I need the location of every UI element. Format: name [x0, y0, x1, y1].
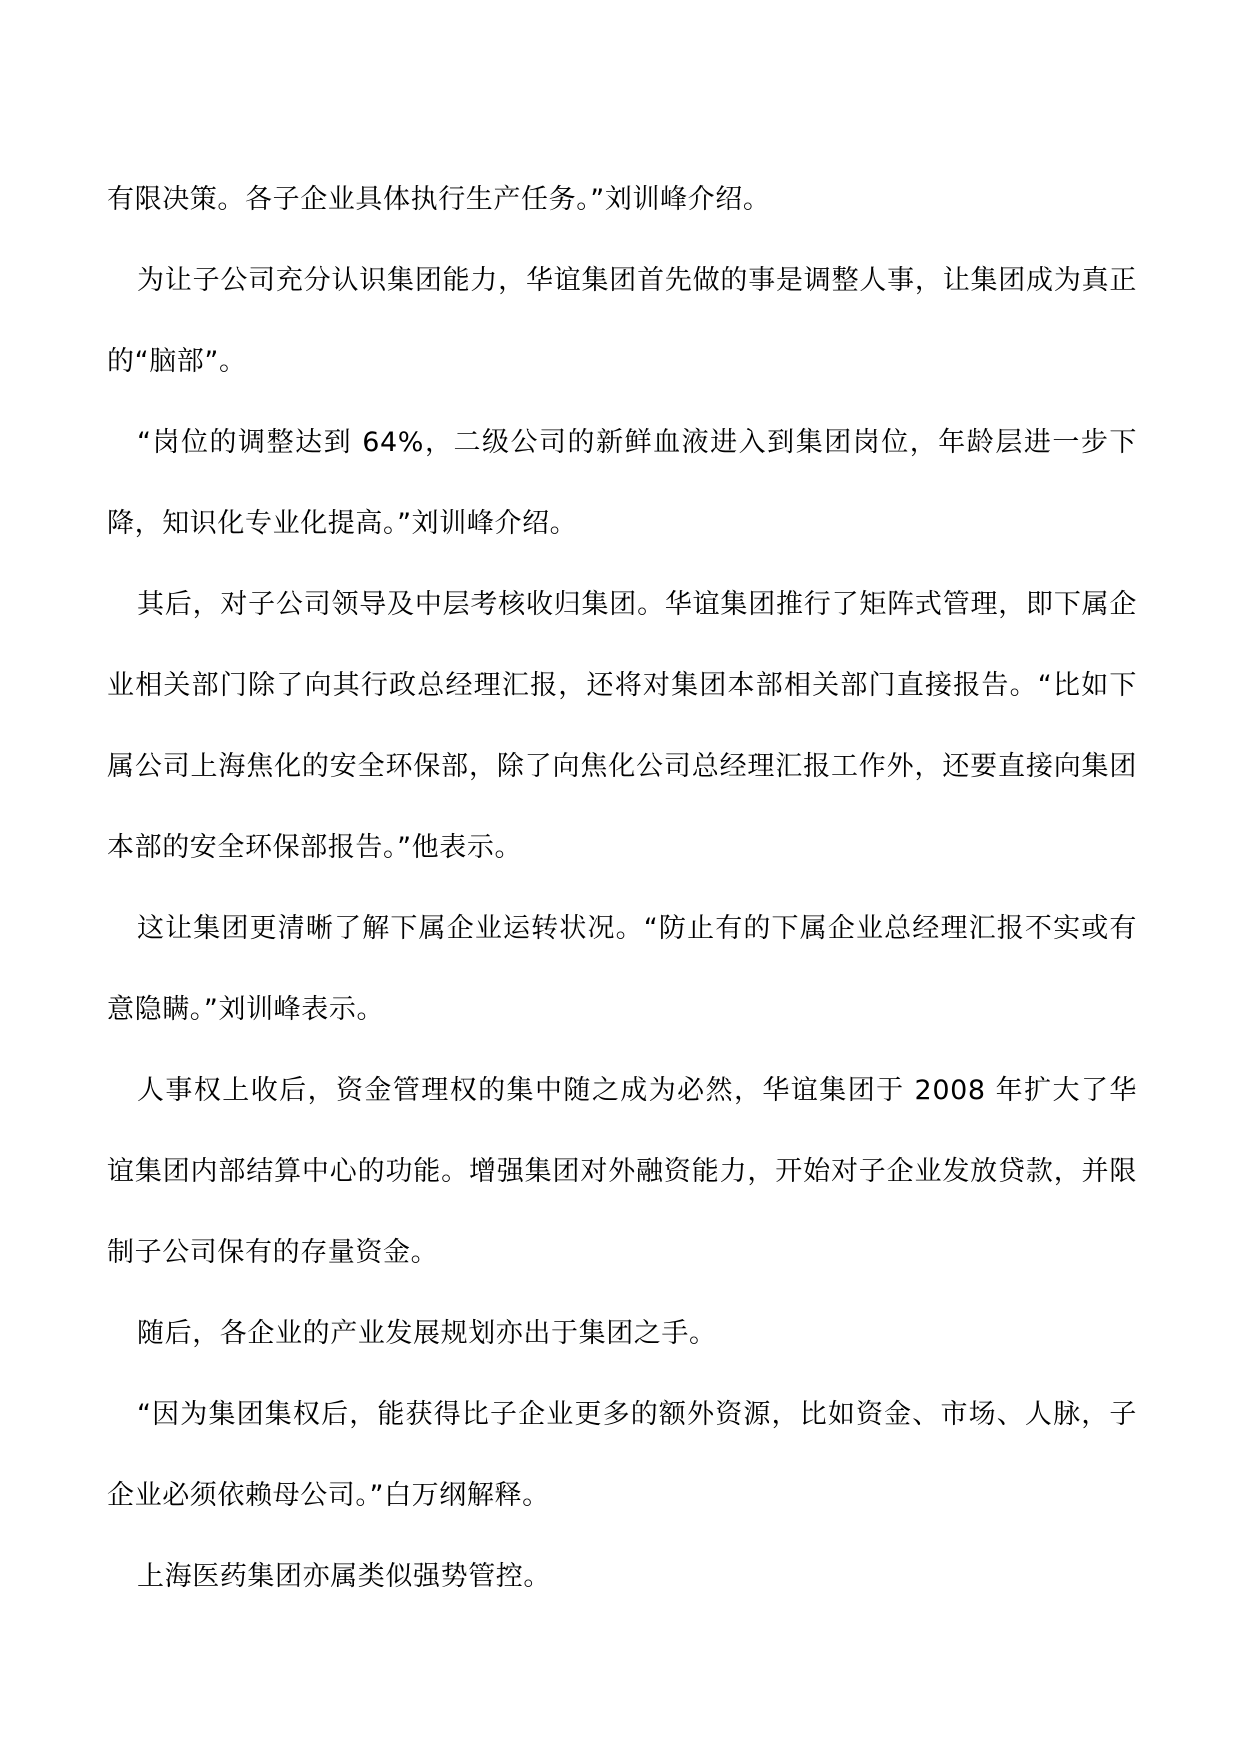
paragraph-7: 随后，各企业的产业发展规划亦出于集团之手。	[137, 1318, 717, 1349]
paragraph-9: 上海医药集团亦属类似强势管控。	[137, 1561, 551, 1592]
paragraph-8: “因为集团集权后，能获得比子企业更多的额外资源，比如资金、市场、人脉，子企业必须依赖母公司。”白万纲解释。	[107, 1399, 1137, 1511]
paragraph-4: 其后，对子公司领导及中层考核收归集团。华谊集团推行了矩阵式管理，即下属企业相关部门除了向其行政总经理汇报，还将对集团本部相关部门直接报告。“比如下属公司上海焦化的安全环保部，除了向焦化公司总经理汇报工作外，还要直接向集团本部的安全环保部报告。”他表示。	[107, 589, 1137, 863]
paragraph-1: 有限决策。各子企业具体执行生产任务。”刘训峰介绍。	[107, 184, 771, 215]
paragraph-2: 为让子公司充分认识集团能力，华谊集团首先做的事是调整人事，让集团成为真正的“脑部”。	[107, 265, 1137, 377]
article-body	[107, 159, 1137, 1617]
paragraph-6: 人事权上收后，资金管理权的集中随之成为必然，华谊集团于 2008 年扩大了华谊集团内部结算中心的功能。增强集团对外融资能力，开始对子企业发放贷款，并限制子公司保有的存量资金。	[107, 1075, 1137, 1268]
paragraph-3: “岗位的调整达到 64%，二级公司的新鲜血液进入到集团岗位，年龄层进一步下降，知识化专业化提高。”刘训峰介绍。	[107, 427, 1137, 539]
paragraph-5: 这让集团更清晰了解下属企业运转状况。“防止有的下属企业总经理汇报不实或有意隐瞒。”刘训峰表示。	[107, 913, 1137, 1025]
